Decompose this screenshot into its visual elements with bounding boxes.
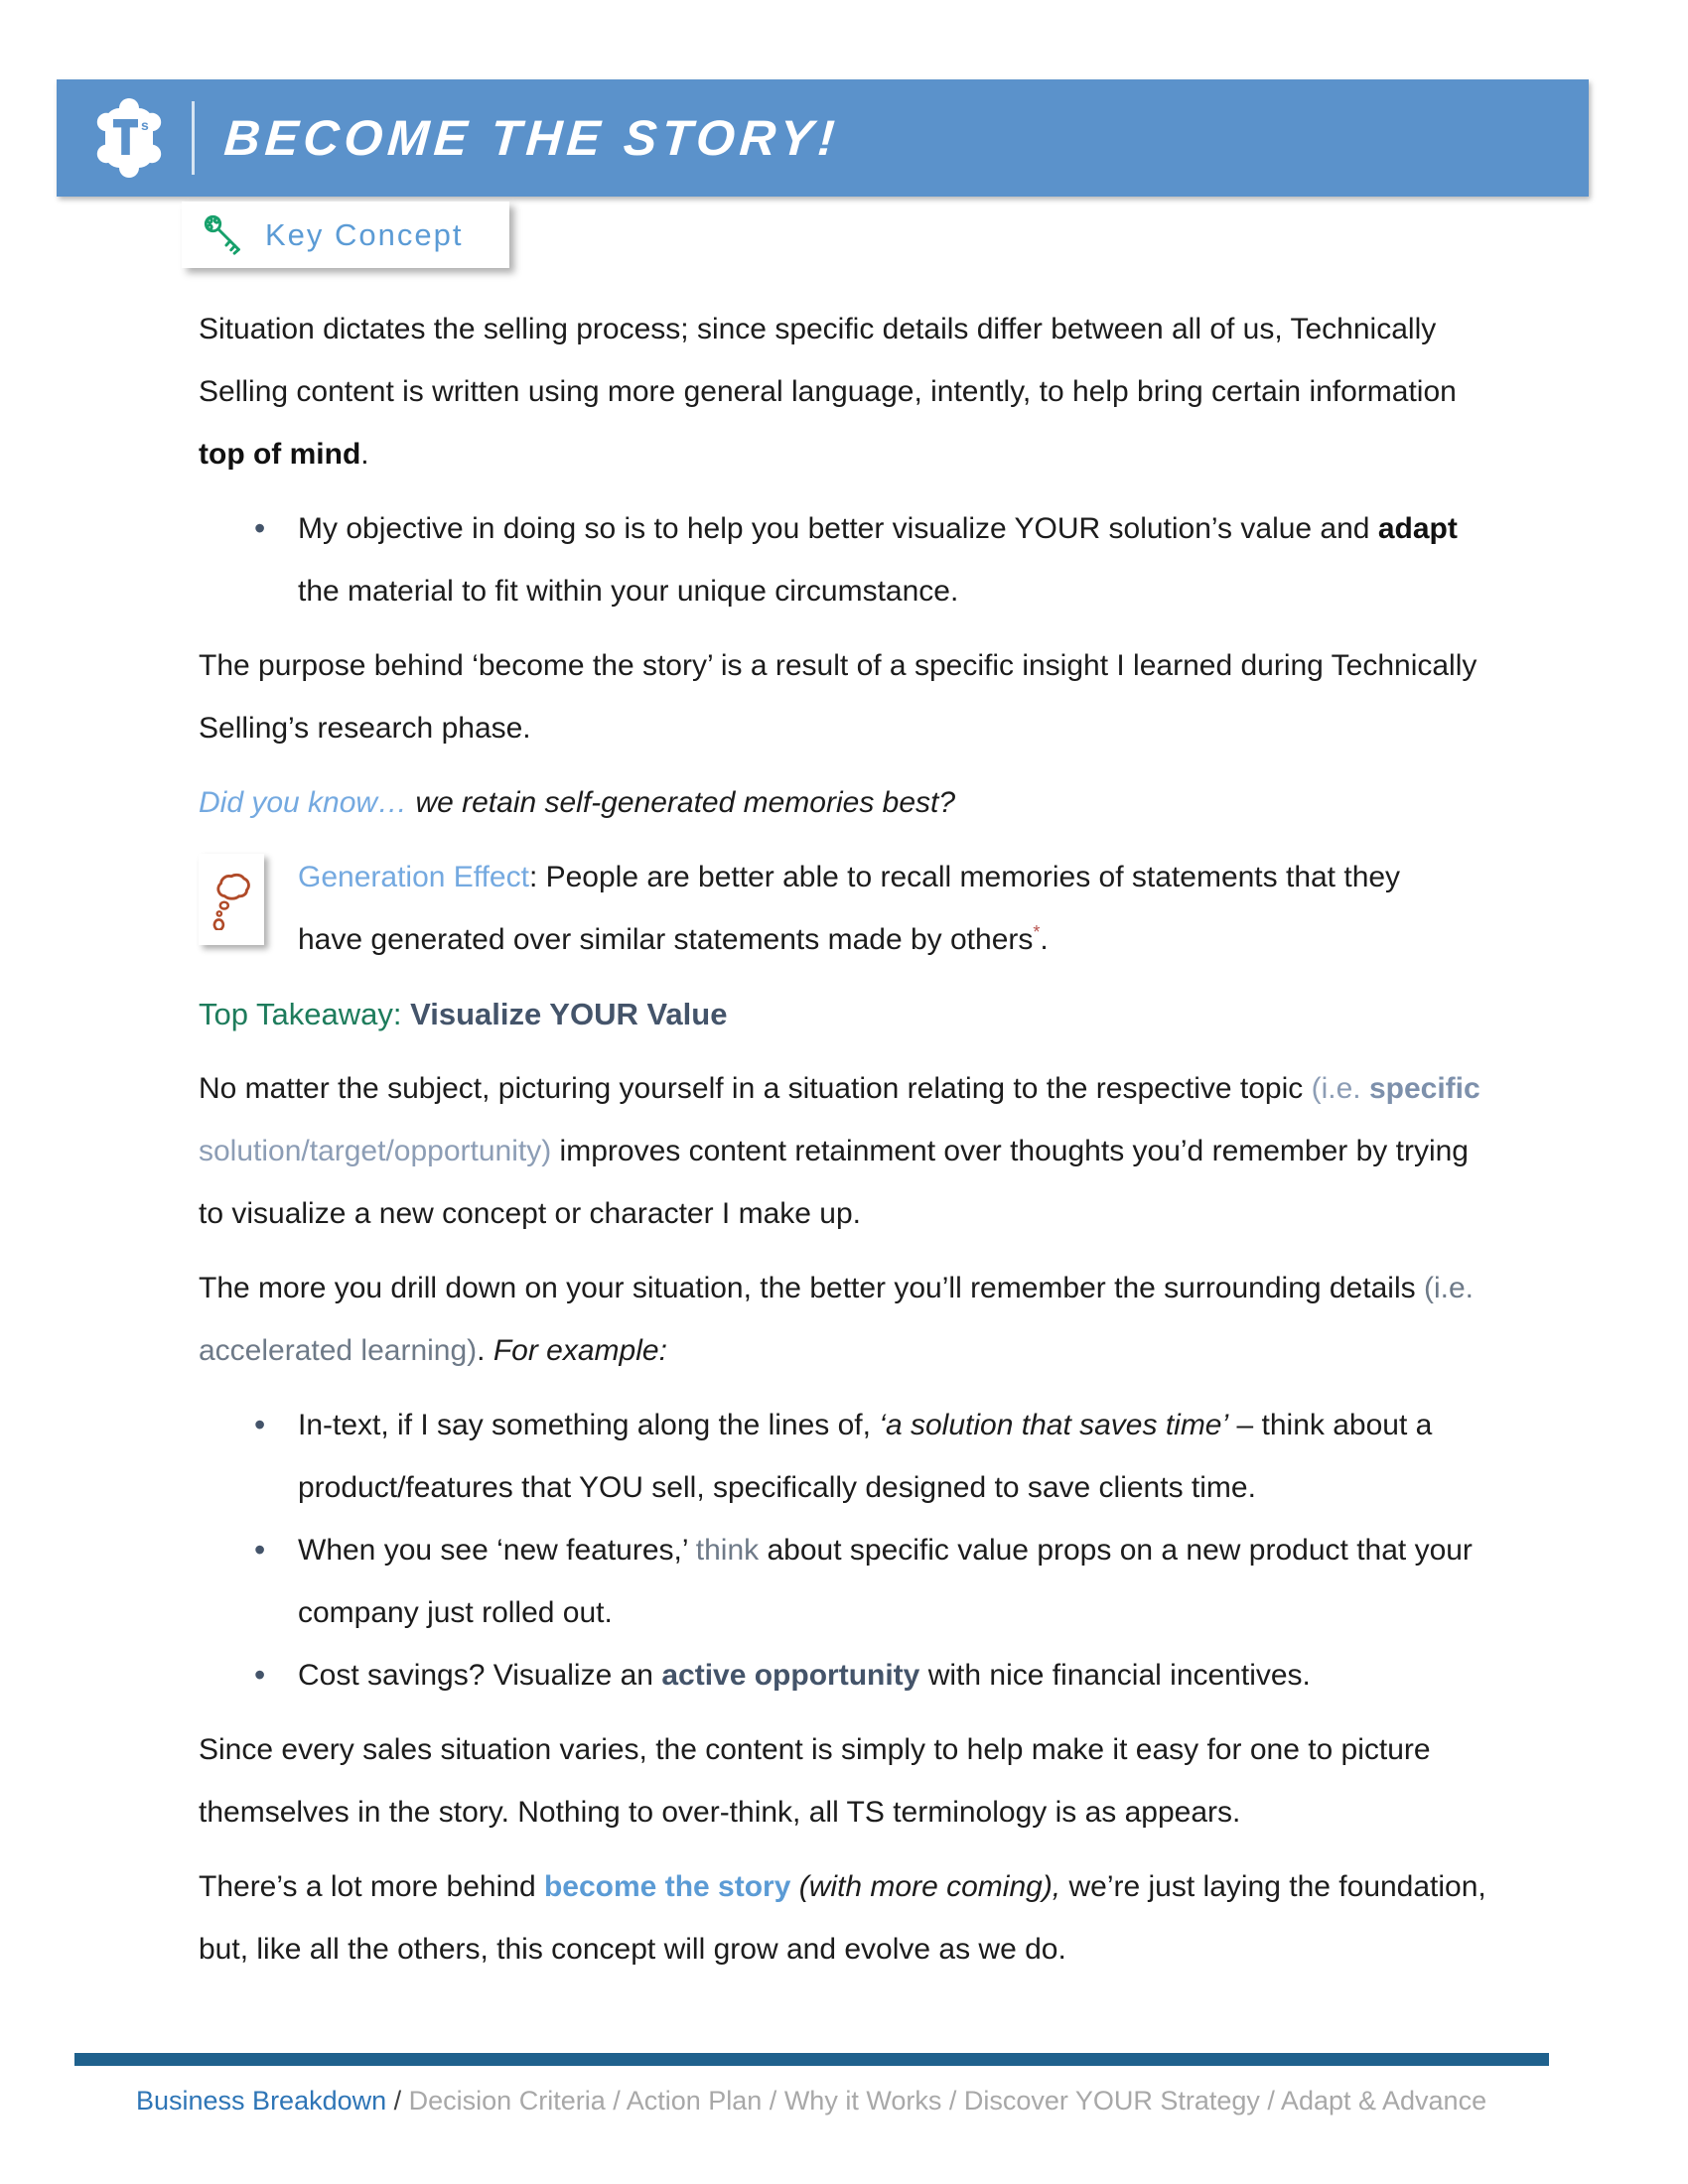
text-run: When you see ‘new features,’ <box>298 1534 696 1567</box>
text-run: In-text, if I say something along the lines of, <box>298 1409 880 1441</box>
text-run: adapt <box>1377 512 1458 545</box>
key-concept-label: Key Concept <box>265 216 464 252</box>
ts-gear-logo-icon <box>92 96 166 180</box>
banner-separator <box>192 101 195 175</box>
text-run: The purpose behind ‘become the story’ is a result of a specific insight I learned during Technically Selling’s research phase. <box>199 649 1477 745</box>
content <box>199 298 1489 1992</box>
text-run: Decision Criteria / Action Plan / Why it Works / Discover YOUR Strategy / Adapt & Advance <box>408 2086 1487 2116</box>
text-run: Generation Effect <box>298 861 529 893</box>
thought-bubble-icon <box>199 854 264 945</box>
callout-text <box>298 846 1440 971</box>
text-run: No matter the subject, picturing yourself in a situation relating to the respective topic <box>199 1072 1312 1105</box>
text-run: think <box>695 1534 760 1567</box>
top-takeaway-heading <box>199 983 1489 1045</box>
text-run: Cost savings? Visualize an <box>298 1659 662 1692</box>
text-run: specific <box>1368 1072 1480 1105</box>
text-run: solution/target/opportunity) <box>199 1135 552 1167</box>
closing-paragraph <box>199 1855 1489 1980</box>
text-run: My objective in doing so is to help you better visualize YOUR solution’s value and <box>298 512 1378 545</box>
bullet-item <box>298 497 1489 622</box>
key-icon <box>202 212 247 258</box>
bullet-item <box>298 1519 1489 1644</box>
text-run: . <box>360 438 369 471</box>
text-run: we retain self-generated memories best? <box>415 786 956 819</box>
text-run: about specific value props on a new product that your company just rolled out. <box>298 1534 1473 1629</box>
key-concept-badge <box>182 202 509 268</box>
text-run: . <box>1040 923 1049 956</box>
text-run: with nice financial incentives. <box>919 1659 1311 1692</box>
text-run: Top Takeaway: <box>199 997 402 1031</box>
text-run: we’re just laying the foundation, but, like all the others, this concept will grow and evolve as we do. <box>199 1870 1486 1966</box>
text-run: (i.e. accelerated learning) <box>199 1272 1474 1367</box>
page-title: BECOME THE STORY! <box>222 110 842 166</box>
text-run: Visualize YOUR Value <box>410 997 728 1031</box>
text-run: There’s a lot more behind <box>199 1870 544 1903</box>
footer-rule <box>74 2053 1549 2066</box>
text-run: Since every sales situation varies, the content is simply to help make it easy for one to picture themselves in the story. Nothing to over-think, all TS terminology is as appears. <box>199 1733 1431 1829</box>
purpose-paragraph <box>199 634 1489 759</box>
text-run: : People are better able to recall memories of statements that they have generated over similar statements made by others <box>298 861 1401 956</box>
drill-down-paragraph <box>199 1257 1489 1382</box>
text-run: / <box>386 2086 409 2116</box>
bullet-item <box>298 1394 1489 1519</box>
text-run: (i.e. <box>1311 1072 1369 1105</box>
logo-sub-letter: s <box>141 117 149 133</box>
text-run: For example: <box>492 1334 667 1367</box>
text-run: become the story <box>543 1870 791 1903</box>
text-run[interactable]: Business Breakdown <box>136 2086 387 2116</box>
header-banner <box>57 79 1589 197</box>
text-run <box>402 997 411 1031</box>
text-run: improves content retainment over thoughts you’d remember by trying to visualize a new concept or character I make up. <box>199 1135 1469 1230</box>
text-run: (with more coming), <box>798 1870 1061 1903</box>
text-run: top of mind <box>199 438 361 471</box>
generation-effect-callout <box>199 846 1489 971</box>
text-run: * <box>1033 922 1041 942</box>
example-list <box>199 1394 1489 1706</box>
text-run: the material to fit within your unique circumstance. <box>298 575 959 608</box>
since-every-paragraph <box>199 1718 1489 1843</box>
text-run: . <box>477 1334 493 1367</box>
text-run: Did you know… <box>199 786 416 819</box>
text-run: Situation dictates the selling process; since specific details differ between all of us, Technically Selling content is written using more general language, intently, to help bring certain information <box>199 313 1457 408</box>
text-run: – think about a product/features that YOU sell, specifically designed to save clients time. <box>298 1409 1433 1504</box>
no-matter-paragraph <box>199 1057 1489 1245</box>
footer-nav <box>136 2081 1486 2120</box>
objective-list <box>199 497 1489 622</box>
bullet-item <box>298 1644 1489 1706</box>
text-run <box>790 1870 798 1903</box>
text-run: The more you drill down on your situation, the better you’ll remember the surrounding details <box>199 1272 1424 1304</box>
intro-paragraph <box>199 298 1489 485</box>
text-run: active opportunity <box>661 1659 920 1692</box>
text-run: ‘a solution that saves time’ <box>879 1409 1229 1441</box>
did-you-know-note <box>199 771 1489 834</box>
